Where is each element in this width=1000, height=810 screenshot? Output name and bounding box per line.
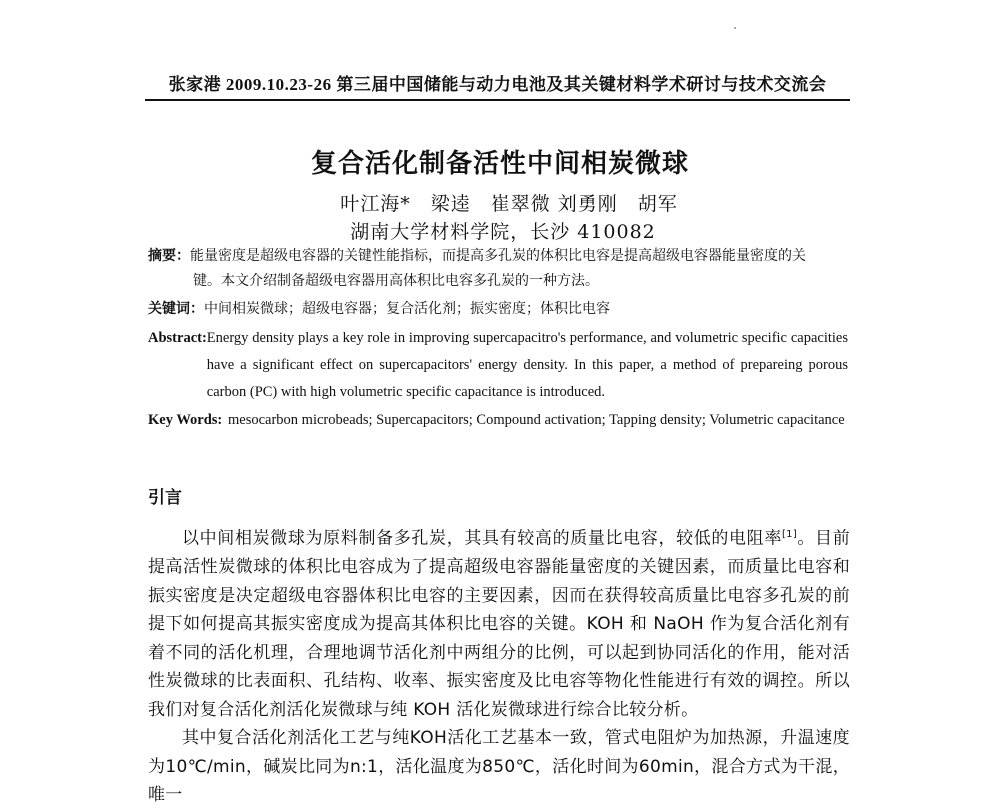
- scan-speck: [734, 27, 736, 29]
- keywords-en-text: mesocarbon microbeads; Supercapacitors; Compound activation; Tapping density; Volumetric capacitance: [228, 412, 845, 428]
- keywords-en-label: Key Words:: [148, 412, 223, 428]
- paper-authors: 叶江海* 梁逵 崔翠微 刘勇刚 胡军: [340, 193, 678, 215]
- abstract-en-label: Abstract:: [148, 330, 207, 346]
- paper-affiliation: 湖南大学材料学院，长沙 410082: [350, 221, 656, 243]
- abstract-en: [148, 325, 848, 406]
- paragraph-2: 其中复合活化剂活化工艺与纯KOH活化工艺基本一致，管式电阻炉为加热源，升温速度为10℃/min，碱炭比同为n:1，活化温度为850℃，活化时间为60min，混合方式为干混，唯一: [148, 728, 850, 806]
- keywords-cn-text: 中间相炭微球；超级电容器；复合活化剂；振实密度；体积比电容: [204, 301, 610, 317]
- citation-ref: [1]: [781, 529, 798, 540]
- abstract-cn: [148, 244, 848, 294]
- keywords-cn-label: 关键词：: [148, 301, 204, 317]
- keywords-cn: [148, 297, 848, 322]
- paragraph-1: 以中间相炭微球为原料制备多孔炭，其具有较高的质量比电容，较低的电阻率[1]。目前提高活性炭微球的体积比电容成为了提高超级电容器能量密度的关键因素，而质量比电容和振实密度是决定超级电容器体积比电容的主要因素，因而在获得较高质量比电容多孔炭的前提下如何提高其振实密度成为提高其体积比电容的关键。KOH 和 NaOH 作为复合活化剂有着不同的活化机理，合理地调节活化剂中两组分的比例，可以起到协同活化的作用，能对活性炭微球的比表面积、孔结构、收率、振实密度及比电容等物化性能进行有效的调控。所以我们对复合活化剂活化炭微球与纯 KOH 活化炭微球进行综合比较分析。: [148, 528, 851, 720]
- section-heading-intro: 引言: [148, 488, 182, 508]
- abstract-cn-label: 摘要：: [148, 248, 190, 264]
- header-rule: [145, 99, 850, 101]
- abstract-cn-line2: 键。本文介绍制备超级电容器用高体积比电容多孔炭的一种方法。: [193, 273, 599, 289]
- running-header: 张家港 2009.10.23-26 第三届中国储能与动力电池及其关键材料学术研讨与技术交流会: [168, 75, 827, 94]
- body-text: [148, 521, 850, 810]
- abstract-cn-line1: 能量密度是超级电容器的关键性能指标，而提高多孔炭的体积比电容是提高超级电容器能量密度的关: [190, 248, 806, 264]
- keywords-en: [148, 407, 848, 434]
- paper-title: 复合活化制备活性中间相炭微球: [310, 149, 689, 179]
- abstract-en-text: Energy density plays a key role in improving supercapacitro's performance, and volumetric specific capacities have a significant effect on supercapacitors' energy density. In this paper, a method of prepareing porous carbon (PC) with high volumetric specific capacitance is introduced.: [206, 330, 848, 400]
